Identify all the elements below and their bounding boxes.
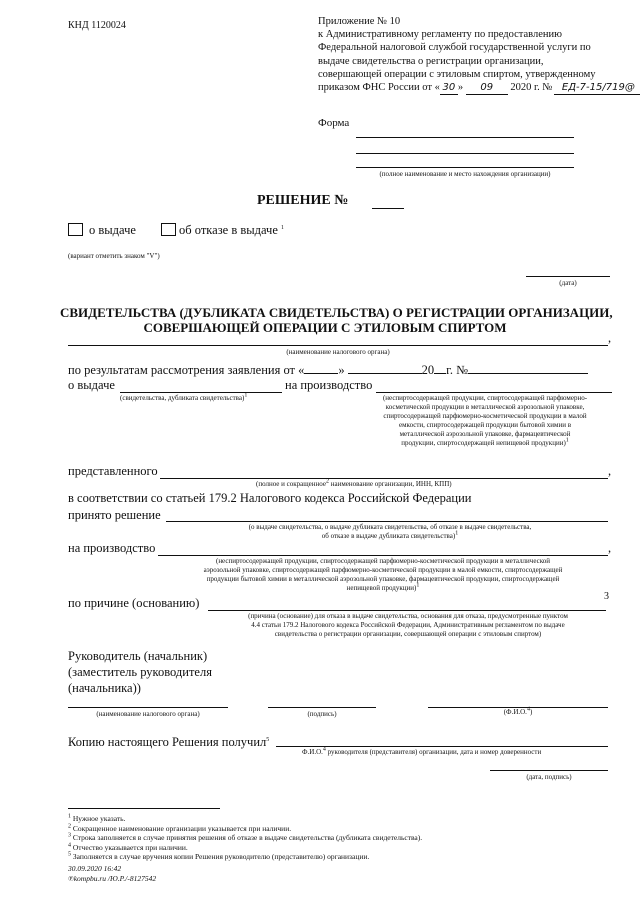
issue-checkbox[interactable] [68, 223, 83, 236]
issue-label: о выдаче [68, 378, 115, 392]
reason-line [208, 610, 606, 611]
tax-authority-line [68, 345, 608, 346]
production2-caption: (неспиртосодержащей продукции, спиртосодержащей парфюмерно-косметической продукции в металлической аэрозольной упаковке, спиртосодержащей парфюмерно-косметической продукции в малой емкости, спиртосодержащей продукции бытовой химии в металлической аэрозольной упаковке, фармацевтической продукции, спиртосодержащей непищевой продукции)$^1$ [203, 557, 563, 592]
article-line: в соответствии со статьей 179.2 Налогового кодекса Российской Федерации [68, 491, 472, 505]
footnote: $^2$ Сокращенное наименование организации указывается при наличии. [68, 823, 292, 833]
date-line [526, 276, 610, 277]
appendix-line: совершающей операции с этиловым спиртом, утвержденному [318, 68, 596, 80]
sig-tax-caption: (наименование налогового органа) [96, 710, 200, 718]
production2-line [158, 555, 608, 556]
reason-caption: (причина (основание) для отказа в выдаче свидетельства, основания для отказа, предусмотренные пунктом 4.4 статьи 179.2 Налогового кодекса Российской Федерации, Административным регламентом по выдаче свидетельства о регистрации организации, совершающей операции с этиловым спиртом) [248, 612, 568, 638]
stamp-datetime: 30.09.2020 16:42 [68, 864, 122, 873]
reason-sup: 3 [604, 591, 609, 602]
sig-sign-line [268, 707, 376, 708]
presented-label: представленного [68, 464, 158, 478]
order-month: 09 [466, 81, 508, 95]
footnote: $^4$ Отчество указывается при наличии. [68, 842, 188, 852]
copy-label: Копию настоящего Решения получил$^5$ [68, 735, 270, 749]
appendix-block [318, 15, 640, 95]
appendix-line: Приложение № 10 [318, 16, 401, 27]
comma: , [608, 464, 612, 478]
footnotes [68, 814, 422, 862]
date-caption: (дата) [559, 279, 577, 287]
refuse-option-label: об отказе в выдаче $^1$ [179, 223, 285, 237]
production-line [376, 392, 612, 393]
tax-authority-caption: (наименование налогового органа) [286, 348, 390, 356]
comma: , [608, 541, 612, 555]
org-caption: (полное наименование и место нахождения организации) [379, 170, 551, 178]
stamp-source: ℗kompbu.ru /Ю.Р./-8127542 [68, 874, 157, 883]
refuse-checkbox[interactable] [161, 223, 176, 236]
appendix-line: к Административному регламенту по предоставлению [318, 29, 562, 41]
review-line: по результатам рассмотрения заявления от « » 20 г. № [68, 363, 588, 378]
order-number: ЕД-7-15/719@ [554, 81, 640, 95]
order-day: 30 [440, 81, 458, 95]
presented-line [160, 478, 608, 479]
footnote: $^5$ Заполняется в случае вручения копии Решения руководителю (представителю) организации. [68, 851, 370, 862]
decision-line [166, 521, 608, 522]
reason-label: по причине (основанию) [68, 596, 200, 610]
copy-date-caption: (дата, подпись) [526, 773, 572, 781]
copy-date-line [490, 770, 608, 771]
appendix-line: Федеральной налоговой службой государственной услуги по [318, 42, 591, 54]
certificate-line [120, 392, 282, 393]
comma: , [608, 331, 612, 345]
form-label: Форма [318, 117, 350, 129]
footnote: $^1$ Нужное указать. [68, 813, 126, 823]
subject-title: СВИДЕТЕЛЬСТВА (ДУБЛИКАТА СВИДЕТЕЛЬСТВА) О РЕГИСТРАЦИИ ОРГАНИЗАЦИИ, СОВЕРШАЮЩЕЙ ОПЕРАЦИИ С ЭТИЛОВЫМ СПИРТОМ [60, 305, 613, 335]
decision-number-line [372, 208, 404, 209]
decision-title: РЕШЕНИЕ № [257, 193, 349, 208]
head-title: Руководитель (начальник) (заместитель руководителя (начальника)) [68, 649, 212, 695]
source-icon: ℗ [68, 874, 74, 883]
certificate-caption: (свидетельства, дубликата свидетельства)$^1$ [120, 392, 248, 402]
variant-note: (вариант отметить знаком "V") [68, 252, 160, 260]
decision-caption: (о выдаче свидетельства, о выдаче дубликата свидетельства, об отказе в выдаче свидетельства, об отказе в выдаче дубликата свидетельства)$^1$ [248, 523, 532, 540]
issue-option-label: о выдаче [89, 223, 136, 237]
production2-label: на производство [68, 541, 156, 555]
footnote: $^3$ Строка заполняется в случае принятия решения об отказе в выдаче свидетельства (дубликата свидетельства). [68, 832, 423, 843]
presented-caption: (полное и сокращенное$^2$ наименование организации, ИНН, КПП) [256, 478, 452, 488]
appendix-order-line: приказом ФНС России от « 30 » 09 2020 г. № ЕД-7-15/719@ [318, 81, 640, 95]
appendix-line: выдаче свидетельства о регистрации организации, [318, 55, 544, 67]
sig-sign-caption: (подпись) [307, 710, 337, 718]
decision-made-label: принято решение [68, 508, 161, 522]
footnote-separator [68, 808, 220, 809]
copy-caption: Ф.И.О.$^4$ руководителя (представителя) организации, дата и номер доверенности [302, 746, 542, 756]
sig-tax-line [68, 707, 228, 708]
org-line [356, 153, 574, 154]
production-label: на производство [285, 378, 373, 392]
knd-code: КНД 1120024 [68, 20, 126, 31]
org-line [356, 167, 574, 168]
org-line [356, 137, 574, 138]
production-caption: (неспиртосодержащей продукции, спиртосодержащей парфюмерно- косметической продукции в металлической аэрозольной упаковке, спиртосодержащей парфюмерно-косметической продукции в малой емкости, спиртосодержащей продукции бытовой химии в металлической аэрозольной упаковке, фармацевтической продукции, спиртосодержащей непищевой продукции)$^1$ [382, 394, 588, 447]
sig-fio-caption: (Ф.И.О.$^4$) [503, 706, 533, 716]
